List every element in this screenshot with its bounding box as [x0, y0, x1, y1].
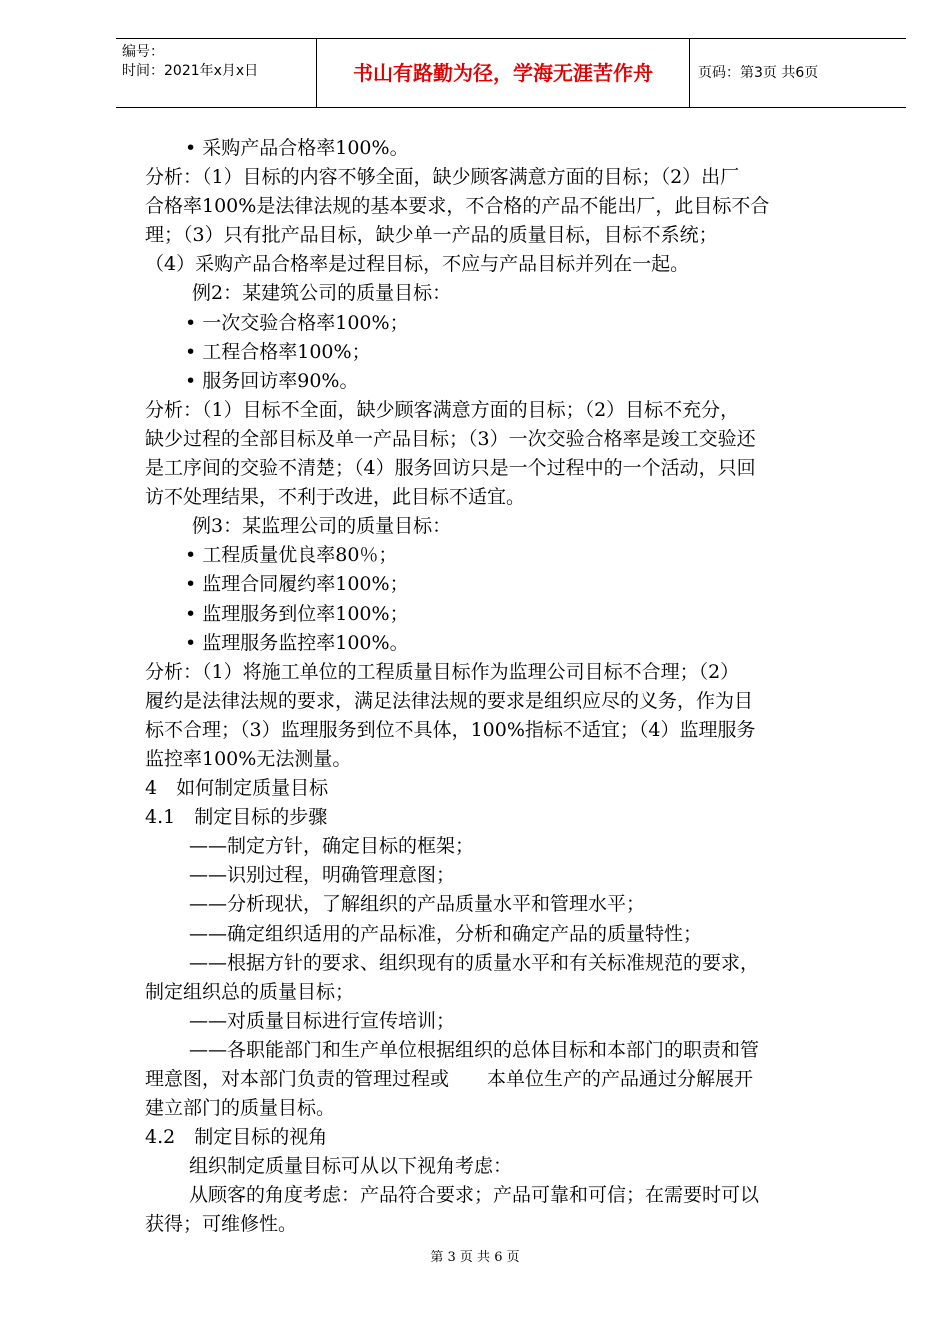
document-body	[145, 134, 870, 1240]
text-line: 理意图，对本部门负责的管理过程或 本单位生产的产品通过分解展开	[145, 1068, 754, 1090]
text-line: 标不合理；（3）监理服务到位不具体，100%指标不适宜；（4）监理服务	[145, 718, 756, 741]
text-line: • 服务回访率90%。	[185, 369, 359, 392]
header-slogan: 书山有路勤为径，学海无涯苦作舟	[316, 39, 690, 107]
text-line: 从顾客的角度考虑：产品符合要求；产品可靠和可信；在需要时可以	[189, 1184, 760, 1207]
text-line: • 监理合同履约率100%；	[185, 573, 409, 596]
text-line: 缺少过程的全部目标及单一产品目标；（3）一次交验合格率是竣工交验还	[145, 427, 756, 450]
text-line: • 工程质量优良率80％；	[185, 544, 398, 567]
page-header	[116, 38, 906, 108]
text-line: 分析：（1）目标的内容不够全面，缺少顾客满意方面的目标；（2）出厂	[145, 166, 740, 189]
header-time-label: 时间：2021年x月x日	[122, 63, 259, 79]
text-line: 监控率100%无法测量。	[145, 747, 352, 770]
text-line: • 一次交验合格率100%；	[185, 311, 409, 334]
text-line: 4 如何制定质量目标	[145, 777, 329, 800]
header-number-label: 编号：	[122, 44, 164, 60]
text-line: 分析：（1）目标不全面，缺少顾客满意方面的目标；（2）目标不充分，	[145, 398, 740, 421]
text-line: ——分析现状，了解组织的产品质量水平和管理水平；	[189, 893, 646, 916]
text-line: ——确定组织适用的产品标准，分析和确定产品的质量特性；	[189, 922, 703, 945]
text-line: • 监理服务监控率100%。	[185, 631, 409, 654]
text-line: 是工序间的交验不清楚；（4）服务回访只是一个过程中的一个活动，只回	[145, 457, 756, 480]
text-line: 制定组织总的质量目标；	[145, 980, 355, 1003]
header-meta	[116, 39, 316, 107]
text-line: ——对质量目标进行宣传培训；	[189, 1009, 456, 1032]
text-line: ——识别过程，明确管理意图；	[189, 864, 456, 887]
text-line: 例2：某建筑公司的质量目标：	[192, 282, 452, 305]
text-line: 4.1 制定目标的步骤	[145, 806, 328, 829]
text-line: 履约是法律法规的要求，满足法律法规的要求是组织应尽的义务，作为目	[145, 689, 754, 712]
text-line: • 监理服务到位率100%；	[185, 602, 409, 625]
text-line: ——各职能部门和生产单位根据组织的总体目标和本部门的职责和管	[189, 1038, 760, 1061]
text-line: • 工程合格率100%；	[185, 340, 371, 363]
text-line: 获得；可维修性。	[145, 1213, 298, 1236]
text-line: 合格率100%是法律法规的基本要求，不合格的产品不能出厂，此目标不合	[145, 195, 770, 218]
text-line: ——根据方针的要求、组织现有的质量水平和有关标准规范的要求，	[189, 951, 760, 974]
text-line: 分析：（1）将施工单位的工程质量目标作为监理公司目标不合理；（2）	[145, 660, 740, 683]
text-line: 理；（3）只有批产品目标，缺少单一产品的质量目标，目标不系统；	[145, 224, 718, 247]
text-line: 例3：某监理公司的质量目标：	[192, 515, 452, 538]
text-line: ——制定方针，确定目标的框架；	[189, 835, 475, 858]
text-line: • 采购产品合格率100%。	[185, 137, 409, 159]
page-footer: 第 3 页 共 6 页	[430, 1250, 520, 1265]
text-line: （4）采购产品合格率是过程目标，不应与产品目标并列在一起。	[145, 253, 690, 276]
text-line: 建立部门的质量目标。	[145, 1097, 336, 1120]
text-line: 组织制定质量目标可从以下视角考虑：	[189, 1155, 513, 1178]
text-line: 4.2 制定目标的视角	[145, 1126, 328, 1149]
header-page-label: 页码：第3页 共6页	[698, 65, 819, 81]
text-line: 访不处理结果，不利于改进，此目标不适宜。	[145, 486, 526, 509]
